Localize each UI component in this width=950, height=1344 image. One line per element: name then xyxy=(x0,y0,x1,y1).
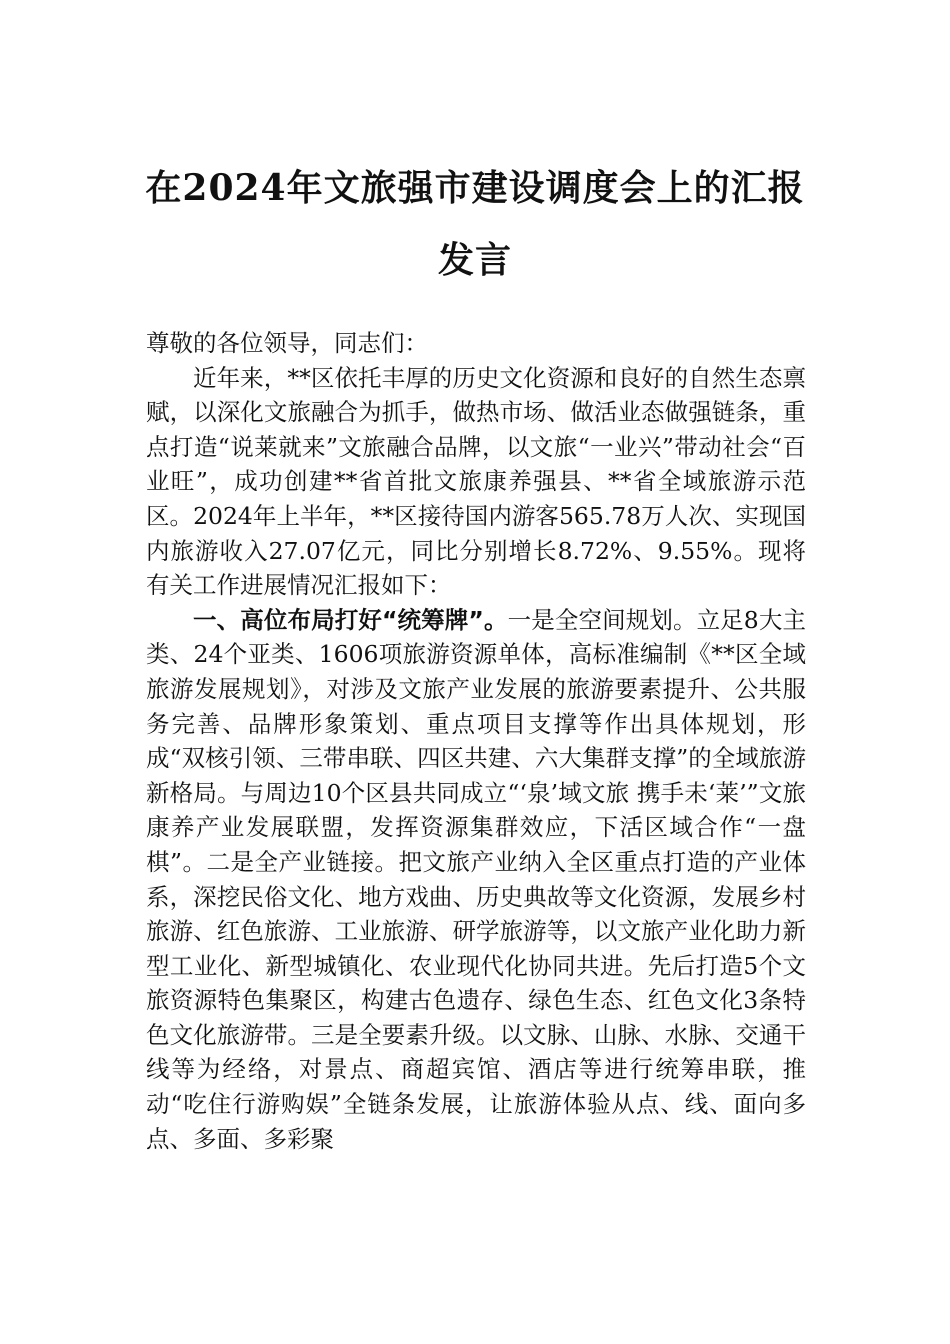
intro-paragraph: 近年来，**区依托丰厚的历史文化资源和良好的自然生态禀赋，以深化文旅融合为抓手，做热市场、做活业态做强链条，重点打造“说莱就来”文旅融合品牌，以文旅“一业兴”带动社会“百业旺”，成功创建**省首批文旅康养强县、**省全域旅游示范区。2024年上半年，**区接待国内游客565.78万人次、实现国内旅游收入27.07亿元，同比分别增长8.72%、9.55%。现将有关工作进展情况汇报如下： xyxy=(146,363,806,600)
section-1-paragraph xyxy=(146,603,806,1157)
document-body xyxy=(146,326,806,1156)
salutation: 尊敬的各位领导，同志们： xyxy=(146,329,428,357)
document-title: 在2024年文旅强市建设调度会上的汇报发言 xyxy=(145,167,805,281)
section-1-text: 一是全空间规划。立足8大主类、24个亚类、1606项旅游资源单体，高标准编制《**区全域旅游发展规划》，对涉及文旅产业发展的旅游要素提升、公共服务完善、品牌形象策划、重点项目支撑等作出具体规划，形成“双核引领、三带串联、四区共建、六大集群支撑”的全域旅游新格局。与周边10个区县共同成立“‘泉’域文旅 携手未‘莱’”文旅康养产业发展联盟，发挥资源集群效应，下活区域合作“一盘棋”。二是全产业链接。把文旅产业纳入全区重点打造的产业体系，深挖民俗文化、地方戏曲、历史典故等文化资源，发展乡村旅游、红色旅游、工业旅游、研学旅游等，以文旅产业化助力新型工业化、新型城镇化、农业现代化协同共进。先后打造5个文旅资源特色集聚区，构建古色遗存、绿色生态、红色文化3条特色文化旅游带。三是全要素升级。以文脉、山脉、水脉、交通干线等为经络，对景点、商超宾馆、酒店等进行统筹串联，推动“吃住行游购娱”全链条发展，让旅游体验从点、线、面向多点、多面、多彩聚 xyxy=(146,605,807,1153)
section-1-heading: 一、高位布局打好“统筹牌”。 xyxy=(193,605,508,634)
